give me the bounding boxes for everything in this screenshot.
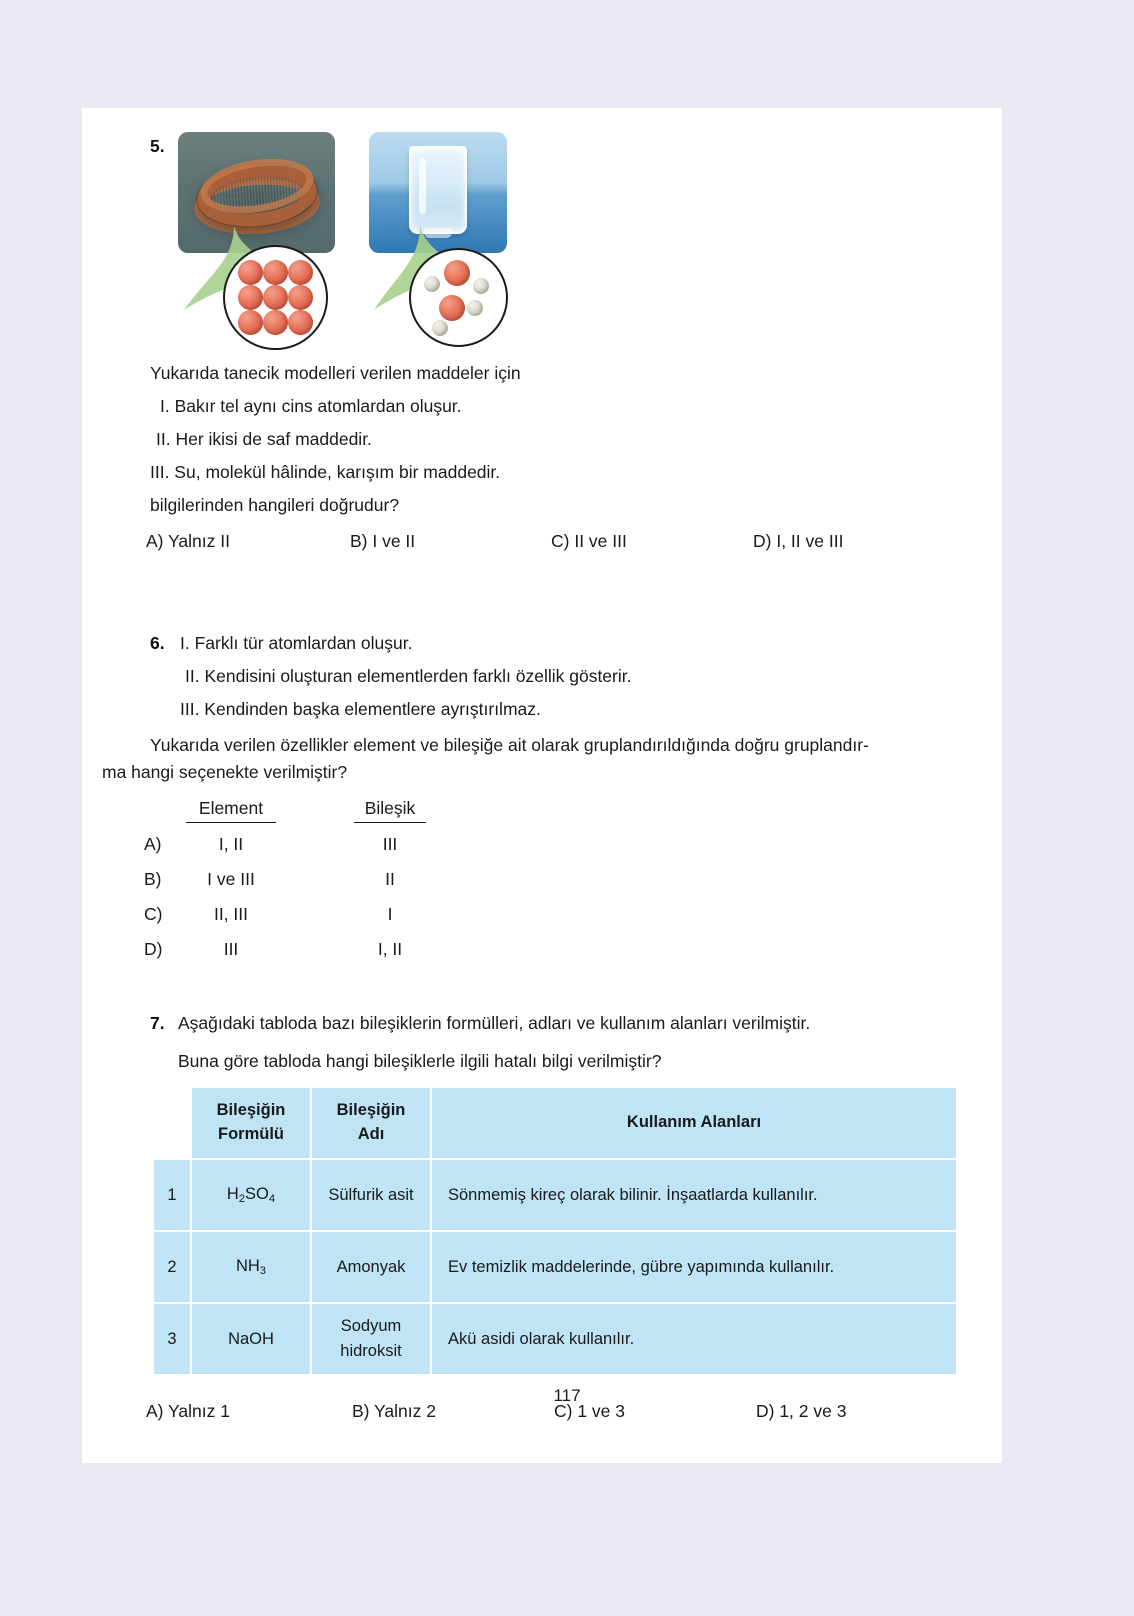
atom-copper [238, 310, 263, 335]
table-row-2-name: Amonyak [312, 1232, 430, 1302]
formula-sub-2: 4 [268, 1193, 276, 1206]
question-5-statement-2: II. Her ikisi de saf maddedir. [156, 429, 372, 449]
table-header-name-line2: Adı [357, 1125, 385, 1143]
atom-oxygen [439, 295, 465, 321]
table-row [154, 1232, 956, 1302]
atom-copper [288, 260, 313, 285]
table-row-3-number: 3 [154, 1304, 190, 1374]
table-row [154, 1160, 956, 1230]
question-7-option-b[interactable]: B) Yalnız 2 [352, 1401, 436, 1421]
question-7-option-c[interactable]: C) 1 ve 3 [554, 1401, 625, 1421]
table-header-formula [192, 1088, 310, 1158]
formula-sub-1: 2 [238, 1193, 246, 1206]
question-7-number: 7. [150, 1013, 165, 1033]
question-6-option-c-bilesik: I [387, 904, 393, 924]
question-6-statement-3: III. Kendinden başka elementlere ayrıştırılmaz. [180, 699, 541, 719]
atom-copper [263, 285, 288, 310]
question-6-prompt-line-1: Yukarıda verilen özellikler element ve bileşiğe ait olarak gruplandırıldığında doğru gruplandır- [150, 735, 869, 755]
question-5-statement-3: III. Su, molekül hâlinde, karışım bir maddedir. [150, 462, 501, 482]
question-6-option-b-label[interactable]: B) [144, 869, 162, 889]
formula-main: H [226, 1184, 239, 1203]
formula-mid: SO [245, 1184, 269, 1203]
question-6-option-b-element: I ve III [207, 869, 255, 889]
question-6-prompt-line-2: ma hangi seçenekte verilmiştir? [102, 762, 348, 782]
table-row-1-use: Sönmemiş kireç olarak bilinir. İnşaatlarda kullanılır. [432, 1160, 956, 1230]
question-5-option-c[interactable]: C) II ve III [551, 531, 627, 551]
question-6-statement-2: II. Kendisini oluşturan elementlerden farklı özellik gösterir. [185, 666, 632, 686]
atom-copper [238, 285, 263, 310]
atom-copper [238, 260, 263, 285]
question-6-option-b-bilesik: II [385, 869, 395, 889]
formula-main: NH [235, 1256, 260, 1275]
question-7-option-d[interactable]: D) 1, 2 ve 3 [756, 1401, 847, 1421]
atom-hydrogen [432, 320, 448, 336]
question-5-statement-1: I. Bakır tel aynı cins atomlardan oluşur. [160, 396, 462, 416]
question-6-number: 6. [150, 633, 165, 653]
page-content [82, 108, 1002, 1463]
question-6-option-a-label[interactable]: A) [144, 834, 162, 854]
table-row-3-name [312, 1304, 430, 1374]
atom-copper [263, 260, 288, 285]
question-6-header-bilesik: Bileşik [354, 798, 426, 823]
atom-copper [288, 285, 313, 310]
formula-sub-1: 3 [259, 1265, 267, 1278]
question-5-prompt: bilgilerinden hangileri doğrudur? [150, 495, 400, 515]
table-row-1-name: Sülfurik asit [312, 1160, 430, 1230]
table-header-name [312, 1088, 430, 1158]
question-6-option-d-element: III [223, 939, 239, 959]
atom-oxygen [444, 260, 470, 286]
page-number: 117 [553, 1386, 581, 1405]
atom-hydrogen [467, 300, 483, 316]
question-7-option-a[interactable]: A) Yalnız 1 [146, 1401, 230, 1421]
table-header-formula-line2: Formülü [218, 1125, 284, 1143]
question-6-statement-1: I. Farklı tür atomlardan oluşur. [180, 633, 413, 653]
question-6-header-element: Element [186, 798, 276, 823]
water-molecules-model [409, 248, 508, 347]
table-row-1-number: 1 [154, 1160, 190, 1230]
table-row-2-formula [192, 1232, 310, 1302]
glass-icon [409, 146, 467, 234]
atom-copper [263, 310, 288, 335]
table-header-name-line1: Bileşiğin [336, 1101, 406, 1120]
question-5-option-d[interactable]: D) I, II ve III [753, 531, 844, 551]
question-7-intro: Aşağıdaki tabloda bazı bileşiklerin formülleri, adları ve kullanım alanları verilmiştir. [178, 1013, 811, 1033]
atom-hydrogen [424, 276, 440, 292]
question-7-prompt: Buna göre tabloda hangi bileşiklerle ilgili hatalı bilgi verilmiştir? [178, 1051, 662, 1071]
compounds-table [152, 1086, 958, 1376]
table-header-uses: Kullanım Alanları [432, 1088, 956, 1158]
table-row-3-use: Akü asidi olarak kullanılır. [432, 1304, 956, 1374]
atom-copper [288, 310, 313, 335]
copper-atoms-model [223, 245, 328, 350]
table-row-2-number: 2 [154, 1232, 190, 1302]
question-5-option-a[interactable]: A) Yalnız II [146, 531, 230, 551]
table-header-blank [154, 1088, 190, 1158]
question-6-option-a-bilesik: III [382, 834, 398, 854]
table-row-2-use: Ev temizlik maddelerinde, gübre yapımında kullanılır. [432, 1232, 956, 1302]
question-6-option-a-element: I, II [218, 834, 244, 854]
question-5-option-b[interactable]: B) I ve II [350, 531, 416, 551]
atom-hydrogen [473, 278, 489, 294]
paper-sheet [82, 108, 1002, 1463]
table-row-3-formula: NaOH [192, 1304, 310, 1374]
question-6-option-d-label[interactable]: D) [144, 939, 163, 959]
table-row-3-name-line1: Sodyum [340, 1317, 402, 1336]
question-6-option-c-element: II, III [213, 904, 249, 924]
question-5-number: 5. [150, 136, 165, 156]
table-row [154, 1304, 956, 1374]
table-row-3-name-line2: hidroksit [340, 1342, 402, 1360]
table-header-formula-line1: Bileşiğin [216, 1101, 286, 1120]
table-row-1-formula [192, 1160, 310, 1230]
question-6-option-d-bilesik: I, II [377, 939, 403, 959]
question-5-intro: Yukarıda tanecik modelleri verilen maddeler için [150, 363, 521, 383]
question-6-option-c-label[interactable]: C) [144, 904, 163, 924]
table-header-row [154, 1088, 956, 1158]
